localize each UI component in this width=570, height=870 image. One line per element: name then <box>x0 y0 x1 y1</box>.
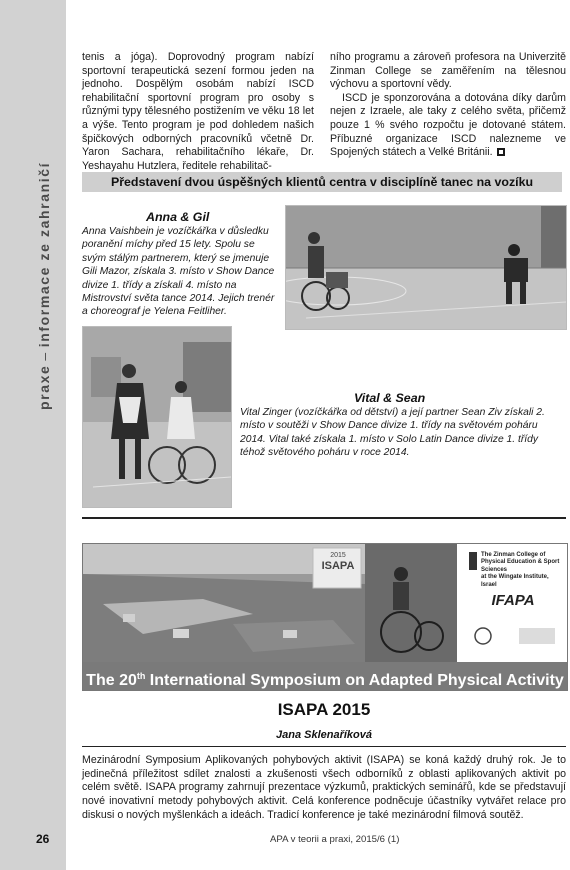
photo-anna-gil <box>285 205 567 330</box>
article-title: ISAPA 2015 <box>277 700 371 719</box>
client-description: Anna Vaishbein je vozíčkářka v důsledku poranění míchy před 15 lety. Spolu se svým stálým partnerem, který se jmenuje Gili Mazor, získala 3. místo v Show Dance divize 1. třídy a získali 4. místo na Mistrovství světa tance 2014. Jejich trenér a choreograf je Yelena Feitliher. <box>82 226 275 318</box>
paragraph: ního programu a zároveň profesora na Univerzitě Zinman College se zaměřením na tělesnou výchovu a sportovní vědy. <box>330 51 566 91</box>
subsection-name: informace ze zahraničí <box>36 161 52 348</box>
article-abstract: Mezinárodní Symposium Aplikovaných pohybových aktivit (ISAPA) se koná každý druhý rok. Je to jedinečná příležitost sdílet znalosti a zkušenosti všech odborníků z oblasti aplikovaných aktivit po celém světě. ISAPA programy zahrnují prezentace výzkumů, praktických seminářů, kde se představují nové inovativní metody pohybových aktivit. Celá konference podněcuje účastníky vytvářet relace pro diskusi o nových myšlenkách a ideách. Tradicí konference je také mezinárodní filmová soutěž. <box>82 754 566 821</box>
client-heading: Vital & Sean <box>354 391 426 405</box>
isapa-logo <box>319 552 357 573</box>
paragraph: tenis a jóga). Doprovodný program nabízí sportovní terapeutická sezení formou jeden na jednoho. Dospělým osobám nabízí ISCD rehabilitační sportovní program pro osoby s různými typy tělesného postižením ve věku 18 let a výše. Tento program je pod dohledem našich špičkových odborných pracovníků včetně Dr. Yaron Sachara, rehabilitačního lékaře, Dr. Yeshayahu Hutzlera, ředitele rehabilitač- <box>82 51 314 172</box>
college-line: at the Wingate Institute, Israel <box>481 574 549 588</box>
sidebar-band <box>0 0 66 870</box>
section-dash: – <box>36 351 52 361</box>
photo-vital-sean <box>82 326 232 508</box>
banner-title-suffix: International Symposium on Adapted Physical Activity <box>145 672 564 689</box>
section-divider <box>82 517 566 519</box>
end-of-article-icon <box>497 148 505 156</box>
photo-anna-gil-drawing <box>286 206 566 329</box>
paragraph <box>330 92 566 160</box>
college-logo <box>481 552 565 589</box>
photo-vital-sean-drawing <box>83 327 231 507</box>
banner-title-prefix: The 20 <box>86 672 137 689</box>
isapa-banner <box>82 543 568 691</box>
logo-name: ISAPA <box>321 560 355 572</box>
text-column-right <box>330 51 566 160</box>
journal-citation: APA v teorii a praxi, 2015/6 (1) <box>270 834 400 845</box>
text-column-left <box>82 51 314 173</box>
college-line: Physical Education & Sport Sciences <box>481 559 560 573</box>
banner-title-sup: th <box>136 671 146 681</box>
client-description: Vital Zinger (vozíčkářka od dětství) a její partner Sean Ziv získali 2. místo v soutěži v Show Dance divize 1. třídy na světovém poháru 2014. Vital také získala 1. místo v Solo Latin Dance divize 1. třídy téhož světového poháru v roce 2014. <box>240 407 545 459</box>
section-label <box>31 161 57 410</box>
article-author: Jana Sklenaříková <box>275 729 372 741</box>
client-heading: Anna & Gil <box>146 210 210 224</box>
ifapa-logo: IFAPA <box>491 592 535 609</box>
college-line: The Zinman College of <box>481 552 546 558</box>
section-name: praxe <box>36 364 52 410</box>
section-heading-band: Představení dvou úspěšných klientů centra v disciplíně tanec na vozíku <box>82 172 562 192</box>
author-divider <box>82 746 566 747</box>
paragraph-text: ISCD je sponzorována a dotována díky darům nejen z Izraele, ale taky z celého světa, přičemž pouze 1 % svého rozpočtu je dotované státem. Příbuzné organizace ISCD nalezneme ve Spojených státech a Velké Británii. <box>330 91 566 159</box>
logo-year: 2015 <box>330 552 346 559</box>
banner-title <box>83 662 567 690</box>
page-number: 26 <box>36 832 50 846</box>
